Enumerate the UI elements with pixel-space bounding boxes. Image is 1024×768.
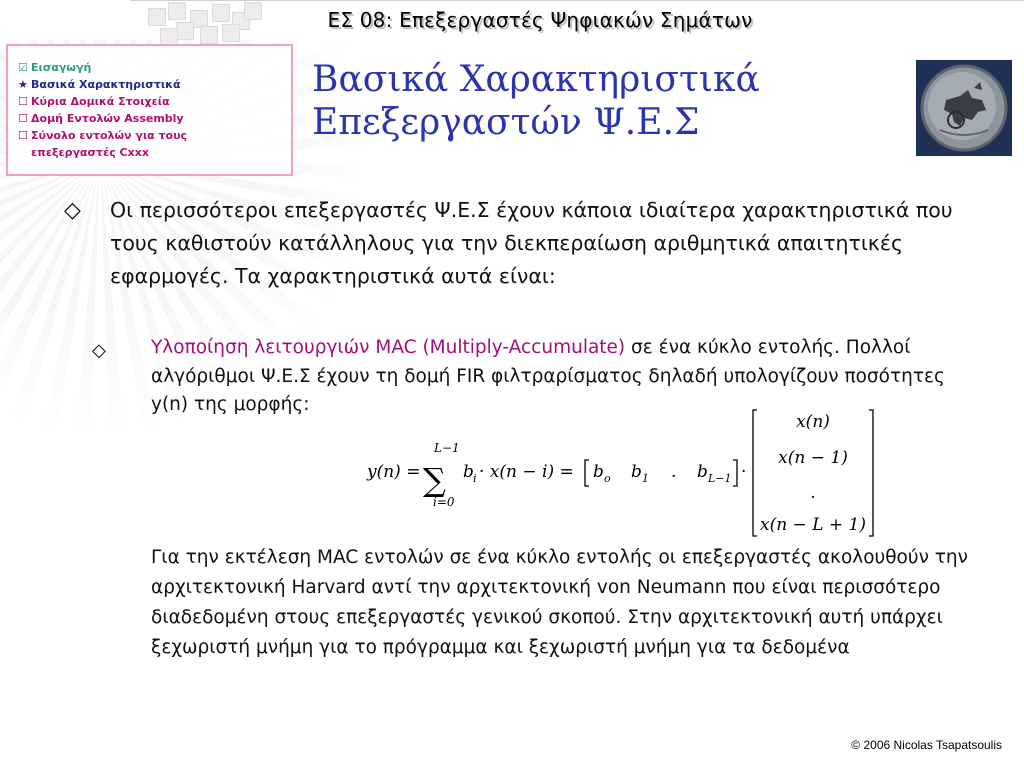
paragraph-3: Για την εκτέλεση MAC εντολών σε ένα κύκλο εντολής οι επεξεργαστές ακολουθούν την αρχιτεκτονική Harvard αντί την αρχιτεκτονική von Neumann που είναι περισσότερο διαδεδομένη στους επεξεργαστές γενικού σκοπού. Στην αρχιτεκτονική αυτή υπάρχει ξεχωριστή μνήμη για το πρόγραμμα και ξεχωριστή μνήμη για τα δεδομένα <box>151 547 968 658</box>
checkbox-empty-icon: ☐ <box>18 112 28 125</box>
nav-item-label: Κύρια Δομικά Στοιχεία <box>31 95 170 108</box>
eq-column-entry: x(n − L + 1) <box>759 515 867 535</box>
paragraph-2-text: σε ένα κύκλο εντολής. Πολλοί αλγόριθμοι Ψ.Ε.Σ έχουν τη δομή FIR φιλτραρίσματος δηλαδή υπολογίζουν ποσότητες y(n) της μορφής: <box>151 337 945 415</box>
eq-sum-lower: i=0 <box>433 495 455 509</box>
background-tile <box>212 4 230 22</box>
background-tile <box>200 26 218 44</box>
eq-row-entry: b <box>697 462 708 482</box>
checkbox-checked-icon: ☑ <box>18 61 28 74</box>
nav-item-label: Δομή Εντολών Assembly <box>31 112 184 125</box>
eq-sigma: ∑ <box>423 461 446 499</box>
eq-coef-b: b <box>463 462 474 482</box>
nav-item-3[interactable] <box>18 93 291 110</box>
eq-row-entry: b <box>593 462 604 482</box>
eq-lhs: y(n) = <box>367 462 421 482</box>
eq-sum-upper: L−1 <box>434 441 460 455</box>
course-title: ΕΣ 08: Επεξεργαστές Ψηφιακών Σημάτων <box>327 8 753 32</box>
eq-row-subscript: L−1 <box>708 472 732 485</box>
bullet-marker-1: ◇ <box>64 198 81 223</box>
header-rule <box>130 0 1024 1</box>
background-tile <box>222 24 240 42</box>
eq-row-subscript: 1 <box>642 472 649 485</box>
checkbox-empty-icon: ☐ <box>18 129 28 142</box>
background-tile <box>168 2 186 20</box>
mac-highlight: Υλοποίηση λειτουργιών MAC (Multiply-Accumulate) <box>151 337 626 358</box>
fir-equation <box>355 408 895 538</box>
paragraph-1: Οι περισσότεροι επεξεργαστές Ψ.Ε.Σ έχουν κάποια ιδιαίτερα χαρακτηριστικά που τους καθιστούν κατάλληλους για την διεκπεραίωση αριθμητικά απαιτητικές εφαρμογές. Τα χαρακτηριστικά αυτά είναι: <box>110 198 953 288</box>
background-tile <box>148 8 166 26</box>
ancient-coin-chariot-icon <box>916 60 1012 156</box>
slide-title-line-2: Επεξεργαστών Ψ.Ε.Σ <box>312 102 700 143</box>
outline-nav-list <box>8 46 291 161</box>
slide-title-line-1: Βασικά Χαρακτηριστικά <box>312 59 760 100</box>
nav-item-1[interactable] <box>18 59 291 76</box>
nav-item-label: Βασικά Χαρακτηριστικά <box>31 78 181 91</box>
eq-column-entry: x(n − 1) <box>778 448 848 468</box>
outline-nav-box <box>6 44 293 176</box>
eq-row-entry: . <box>671 462 677 482</box>
background-tile <box>176 22 194 40</box>
slide-title <box>312 58 872 144</box>
eq-row-entry: b <box>631 462 642 482</box>
eq-summand: · x(n − i) = <box>479 462 574 482</box>
nav-item-4[interactable] <box>18 110 291 127</box>
eq-column-entry: . <box>810 483 816 503</box>
nav-item-label: Σύνολο εντολών για τους επεξεργαστές Cxxx <box>31 129 188 159</box>
bullet-marker-2: ◇ <box>92 340 106 361</box>
nav-item-2[interactable] <box>18 76 291 93</box>
background-tiles <box>0 0 260 46</box>
eq-coef-sub: i <box>473 472 477 485</box>
star-icon: ★ <box>18 78 28 91</box>
eq-column-entry: x(n) <box>796 412 830 432</box>
paragraph-2 <box>151 334 971 420</box>
nav-item-5[interactable] <box>18 127 291 161</box>
copyright-footer: © 2006 Nicolas Tsapatsoulis <box>851 738 1002 752</box>
nav-item-label: Εισαγωγή <box>31 61 92 74</box>
eq-row-subscript: o <box>604 472 611 485</box>
eq-dot: · <box>741 462 747 482</box>
checkbox-empty-icon: ☐ <box>18 95 28 108</box>
